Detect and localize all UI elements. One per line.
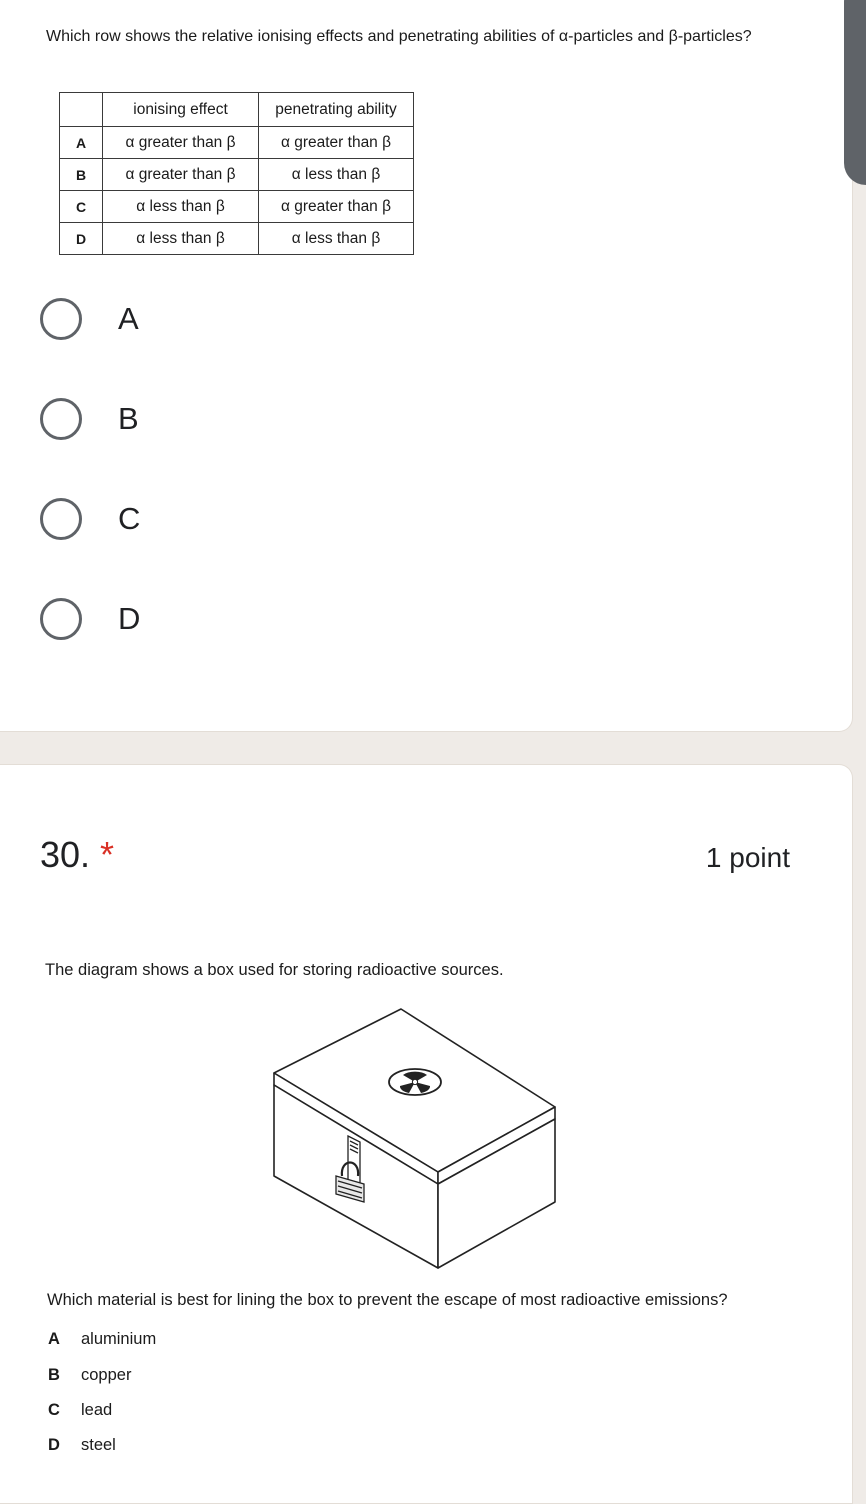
table-cell: D <box>60 223 103 255</box>
table-row <box>60 127 414 159</box>
option-label: C <box>118 501 141 536</box>
required-asterisk: * <box>100 834 115 875</box>
option-c[interactable] <box>40 493 340 545</box>
table-row <box>60 159 414 191</box>
choice-letter: D <box>48 1436 60 1454</box>
table-cell: α less than β <box>259 223 414 255</box>
side-scroll-tab[interactable] <box>844 0 866 185</box>
table-cell: α greater than β <box>103 127 259 159</box>
radio-button[interactable] <box>40 498 82 540</box>
table-header-row <box>60 93 414 127</box>
question-29-text: Which row shows the relative ionising effects and penetrating abilities of α-particles and β-particles? <box>46 28 752 45</box>
table-cell: α greater than β <box>259 127 414 159</box>
radioactive-box-diagram <box>268 1006 560 1274</box>
choice-letter: B <box>48 1366 60 1384</box>
choice-b <box>48 1366 131 1385</box>
option-label: B <box>118 401 139 436</box>
choice-letter: A <box>48 1330 60 1348</box>
table-cell: B <box>60 159 103 191</box>
radio-button[interactable] <box>40 398 82 440</box>
table-cell: α less than β <box>103 223 259 255</box>
table-header-cell <box>60 93 103 127</box>
table-cell: α greater than β <box>259 191 414 223</box>
radio-button[interactable] <box>40 598 82 640</box>
table-cell: C <box>60 191 103 223</box>
choice-text: lead <box>81 1401 113 1419</box>
answer-table <box>59 92 414 255</box>
choice-c <box>48 1401 112 1420</box>
option-a[interactable] <box>40 293 340 345</box>
choice-text: aluminium <box>81 1330 157 1348</box>
question-30-description: The diagram shows a box used for storing radioactive sources. <box>45 961 504 979</box>
choice-d <box>48 1436 116 1455</box>
radiation-trefoil-icon <box>389 1069 441 1095</box>
table-cell: α greater than β <box>103 159 259 191</box>
question-number <box>40 834 114 876</box>
option-label: D <box>118 601 141 636</box>
table-cell: A <box>60 127 103 159</box>
option-b[interactable] <box>40 393 340 445</box>
table-cell: α less than β <box>259 159 414 191</box>
choice-a <box>48 1330 156 1349</box>
table-row <box>60 191 414 223</box>
table-header-cell: penetrating ability <box>259 93 414 127</box>
points-label: 1 point <box>705 842 790 873</box>
choice-text: steel <box>81 1436 116 1454</box>
choice-letter: C <box>48 1401 60 1419</box>
table-header-cell: ionising effect <box>103 93 259 127</box>
question-30-text: Which material is best for lining the box to prevent the escape of most radioactive emissions? <box>47 1291 728 1309</box>
table-row <box>60 223 414 255</box>
choice-text: copper <box>81 1366 132 1384</box>
table-cell: α less than β <box>103 191 259 223</box>
question-number-text: 30. <box>40 834 91 875</box>
option-label: A <box>118 301 139 336</box>
option-d[interactable] <box>40 593 340 645</box>
radio-button[interactable] <box>40 298 82 340</box>
